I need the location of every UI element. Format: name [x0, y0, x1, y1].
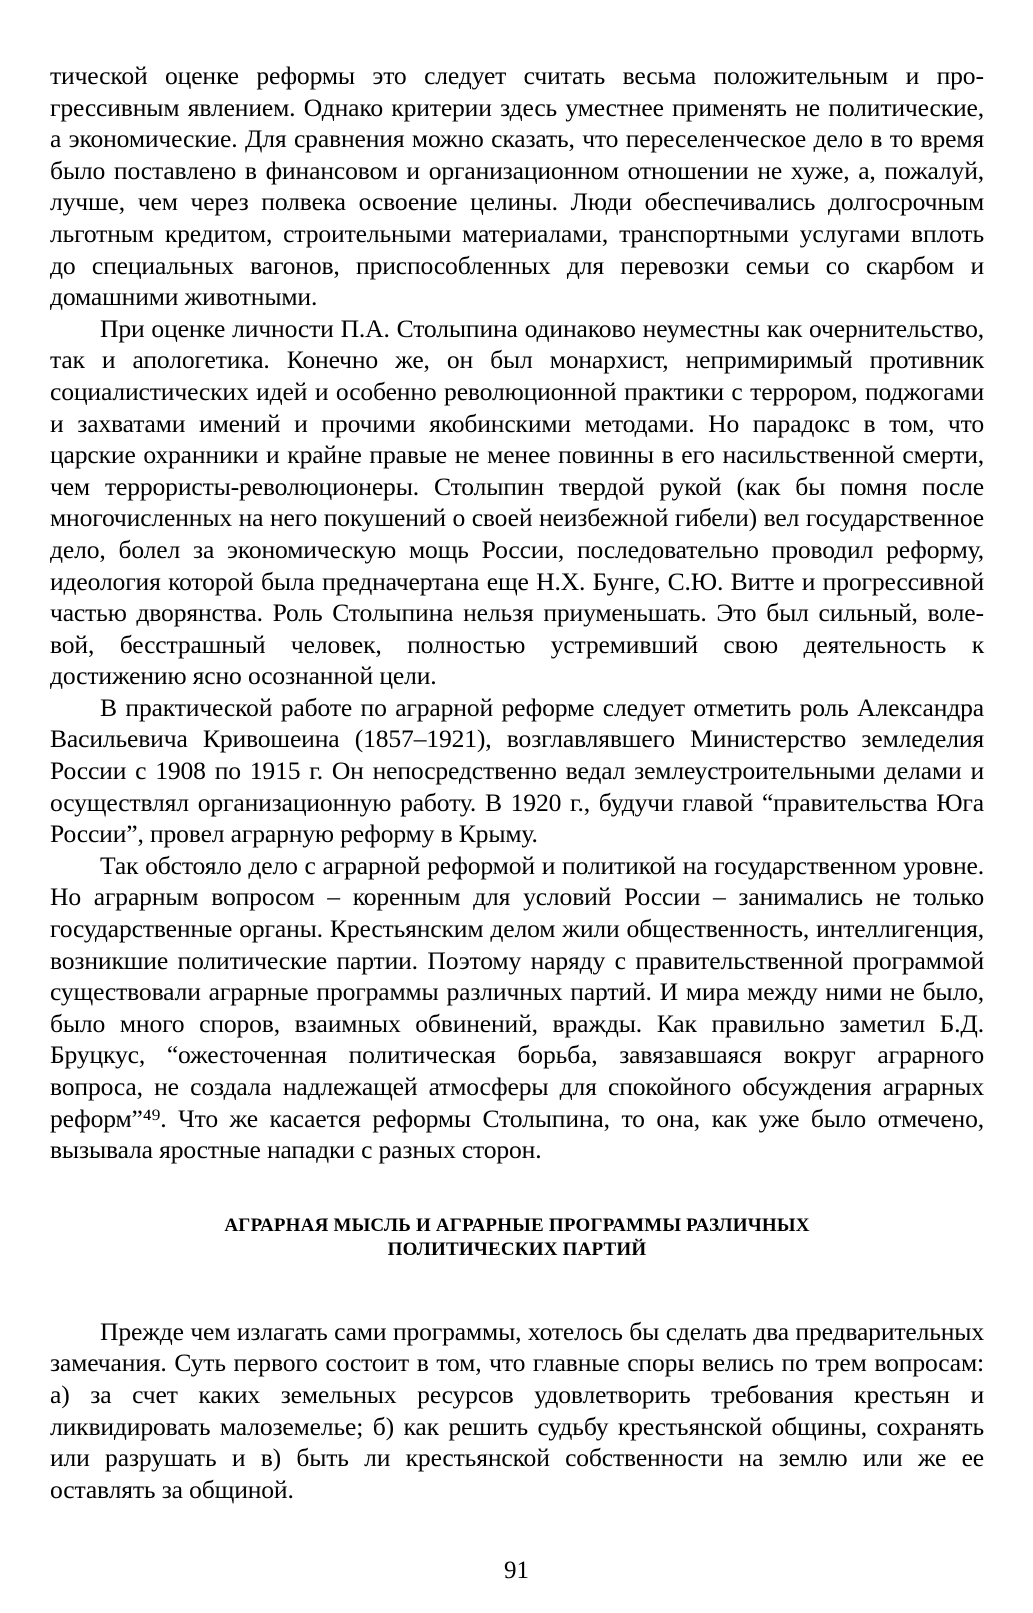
section-heading-line-2: ПОЛИТИЧЕСКИХ ПАРТИЙ: [387, 1238, 647, 1260]
page-number: 91: [504, 1557, 529, 1584]
paragraph-agrarian-politics: Так обстояло дело с аграрной реформой и политикой на государственном уровне. Но аграрным вопросом – коренным для условий России – занимались не только государственные органы. Крестьянским делом жили общественность, интеллигенция, возникшие политические партии. Поэтому наряду с правительственной программой существовали аграрные программы различных партий. И мира между ними не было, было много споров, взаимных обвинений, вражды. Как правильно заметил Б.Д. Бруцкус, “ожесточенная политическая борьба, завязавшаяся вокруг аграрного вопроса, не создала надлежащей атмосферы для спокойного обсуждения аграрных реформ”⁴⁹. Что же касается реформы Столыпина, то она, как уже было отмечено, вызывала яростные нападки с разных сторон.: [50, 850, 984, 1165]
paragraph-krivoshein: В практической работе по аграрной реформе следует отметить роль Александра Васильевича Кривошеина (1857–1921), возглавлявшего Министерство земледелия России с 1908 по 1915 г. Он непосредственно ведал землеустроительными делами и осуществлял организационную работу. В 1920 г., будучи главой “правительства Юга России”, провел аграрную реформу в Крыму.: [50, 692, 984, 849]
section-heading-line-1: АГРАРНАЯ МЫСЛЬ И АГРАРНЫЕ ПРОГРАММЫ РАЗЛИЧНЫХ: [224, 1214, 810, 1236]
paragraph-continued: тической оценке реформы это следует считать весьма положительным и прогрессивным явлением. Однако критерии здесь уместнее применять не политические, а экономические. Для сравнения можно сказать, что переселенческое дело в то время было поставлено в финансовом и организационном отношении не хуже, а, пожалуй, лучше, чем через полвека освоение целины. Люди обеспечивались долгосрочным льготным кредитом, строительными материалами, транспортными услугами вплоть до специальных вагонов, приспособленных для перевозки семьи со скарбом и домашними животными.: [50, 61, 984, 312]
body-text: [50, 60, 984, 1505]
paragraph-stolypin-personality: При оценке личности П.А. Столыпина одинаково неуместны как очернительство, так и апологетика. Конечно же, он был монархист, непримиримый противник социалистических идей и особенно революционной практики с террором, поджогами и захватами имений и прочими якобинскими методами. Но парадокс в том, что царские охранники и крайне правые не менее повинны в его насильственной смерти, чем террористы-революционеры. Столыпин твердой рукой (как бы помня после многочисленных на него покушений о своей неизбежной гибели) вел государственное дело, болел за экономическую мощь России, последовательно проводил реформу, идеология которой была предначертана еще Н.Х. Бунге, С.Ю. Витте и прогрессивной частью дворянства. Роль Столыпина нельзя приуменьшать. Это был сильный, волевой, бесстрашный человек, полностью устремивший свою деятельность к достижению ясно осознанной цели.: [50, 313, 984, 691]
section-heading: [50, 1214, 984, 1262]
paragraph-programs-intro: Прежде чем излагать сами программы, хотелось бы сделать два предварительных замечания. Суть первого состоит в том, что главные споры велись по трем вопросам: а) за счет каких земельных ресурсов удовлетворить требования крестьян и ликвидировать малоземелье; б) как решить судьбу крестьянской общины, сохранять или разрушать и в) быть ли крестьянской собственности на землю или же ее оставлять за общиной.: [50, 1316, 984, 1504]
